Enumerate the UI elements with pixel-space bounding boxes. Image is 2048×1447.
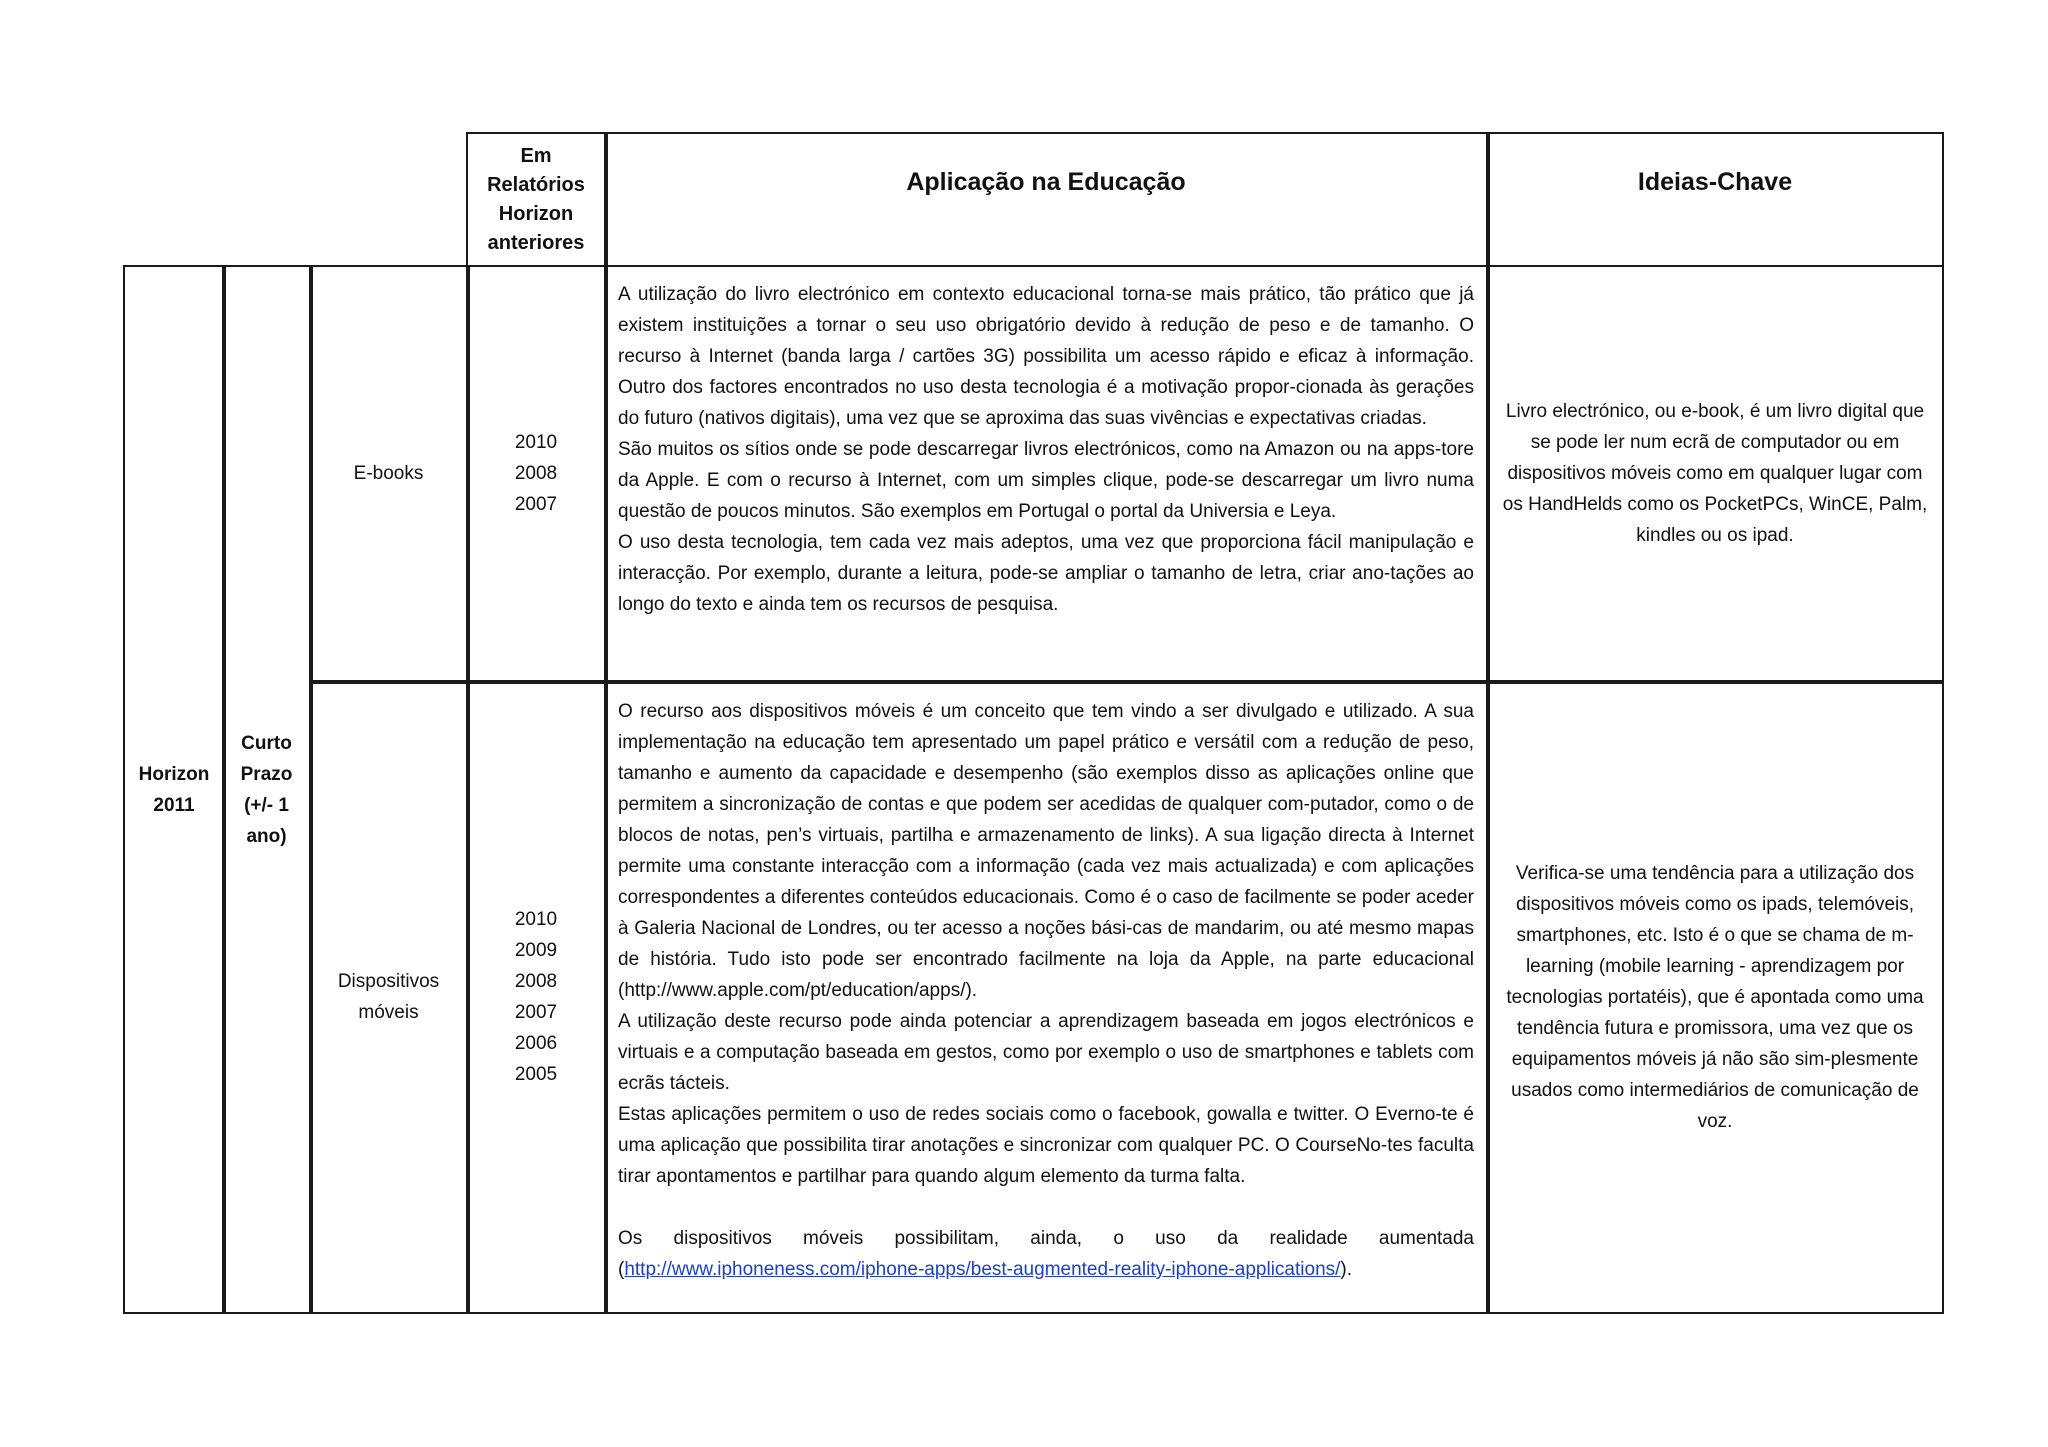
topic-mobile-devices (311, 682, 466, 1312)
application-paragraph: O recurso aos dispositivos móveis é um conceito que tem vindo a ser divulgado e utilizado. A sua implementação na educação tem apresentado um papel prático e versátil com a redução de peso, tamanho e aumento da capacidade e desempenho (são exemplos disso as aplicações online que permitem a sincronização de contas e que podem ser acedidas de qualquer com-putador, como o de blocos de notas, pen’s virtuais, partilha e armazenamento de links). A sua ligação directa à Internet permite uma constante interacção com a informação (cada vez mais actualizada) e com aplicações correspondentes a diferentes conteúdos educacionais. Como é o caso de facilmente se poder aceder à Galeria Nacional de Londres, ou ter acesso a noções bási-cas de mandarim, ou até mesmo mapas de história. Tudo isto pode ser encontrado facilmente na loja da Apple, na parte educacional (http://www.apple.com/pt/education/apps/). (618, 701, 1474, 1001)
years-ebooks (468, 267, 604, 680)
year-item: 2005 (514, 1064, 558, 1085)
report-cell (130, 267, 218, 1312)
header-previous-reports-text: Em Relatórios Horizon anteriores (487, 144, 585, 254)
year-item: 2010 (514, 909, 558, 930)
application-paragraph: A utilização deste recurso pode ainda potenciar a aprendizagem baseada em jogos electrónicos e virtuais e a computação baseada em gestos, como por exemplo o uso de smartphones e tablets com ecrãs tácteis. (618, 1011, 1474, 1094)
year-item: 2008 (514, 463, 558, 484)
key-idea-text: Verifica-se uma tendência para a utilização dos dispositivos móveis como os ipads, telemóveis, smartphones, etc. Isto é o que se chama de m-learning (mobile learning - aprendizagem por tecnologias portatéis), que é apontada como uma tendência futura e promissora, uma vez que os equipamentos móveis já não são sim-plesmente usados como intermediários de comunicação de voz. (1506, 862, 1924, 1132)
year-item: 2008 (514, 971, 558, 992)
year-item: 2007 (514, 494, 558, 515)
augmented-reality-link[interactable]: http://www.iphoneness.com/iphone-apps/best-augmented-reality-iphone-applications/ (624, 1259, 1341, 1280)
header-key-ideas (1488, 134, 1942, 230)
header-application (606, 134, 1486, 230)
years-list (515, 427, 557, 520)
application-paragraph: O uso desta tecnologia, tem cada vez mais adeptos, uma vez que proporciona fácil manipulação e interacção. Por exemplo, durante a leitura, pode-se ampliar o tamanho de letra, criar ano-tações ao longo do texto e ainda tem os recursos de pesquisa. (618, 532, 1474, 615)
key-idea-mobile-devices (1488, 682, 1942, 1312)
year-item: 2010 (514, 432, 558, 453)
header-key-ideas-text: Ideias-Chave (1637, 167, 1793, 196)
year-item: 2006 (514, 1033, 558, 1054)
year-item: 2009 (514, 940, 558, 961)
header-previous-reports (468, 134, 604, 265)
ar-prefix: Os dispositivos móveis possibilitam, ainda, o uso da realidade aumentada ( (618, 1228, 1474, 1280)
application-mobile-devices (618, 696, 1474, 1285)
horizon-label: Curto Prazo (+/- 1 ano) (240, 732, 293, 847)
paragraph-spacer (618, 1192, 1474, 1223)
application-paragraph: A utilização do livro electrónico em contexto educacional torna-se mais prático, tão prático que já existem instituições a tornar o seu uso obrigatório devido à redução de peso e de tamanho. O recurso à Internet (banda larga / cartões 3G) possibilita um acesso rápido e eficaz à informação. Outro dos factores encontrados no uso desta tecnologia é a motivação propor-cionada às gerações do futuro (nativos digitais), uma vez que se aproxima das suas vivências e expectativas criadas. (618, 284, 1474, 429)
topic-ebooks (311, 267, 466, 680)
year-item: 2007 (514, 1002, 558, 1023)
header-application-text: Aplicação na Educação (906, 167, 1186, 196)
application-paragraph: São muitos os sítios onde se pode descarregar livros electrónicos, como na Amazon ou na apps-tore da Apple. E com o recurso à Internet, com um simples clique, pode-se descarregar um livro numa questão de poucos minutos. São exemplos em Portugal o portal da Universia e Leya. (618, 439, 1474, 522)
col-divider-4 (604, 132, 608, 1314)
topic-ebooks-label: E-books (353, 463, 424, 484)
topic-mobile-devices-label: Dispositivos móveis (337, 971, 440, 1023)
years-list (515, 904, 557, 1090)
horizon-cell (226, 267, 307, 1312)
application-ebooks (618, 279, 1474, 620)
ar-suffix: ). (1340, 1259, 1353, 1280)
augmented-reality-paragraph (618, 1223, 1474, 1285)
key-idea-ebooks (1488, 267, 1942, 680)
report-label: Horizon 2011 (138, 763, 210, 816)
application-paragraph: Estas aplicações permitem o uso de redes sociais como o facebook, gowalla e twitter. O Everno-te é uma aplicação que possibilita tirar anotações e sincronizar com qualquer PC. O CourseNo-tes faculta tirar apontamentos e partilhar para quando algum elemento da turma falta. (618, 1104, 1474, 1187)
key-idea-text: Livro electrónico, ou e-book, é um livro digital que se pode ler num ecrã de computador ou em dispositivos móveis como em qualquer lugar com os HandHelds como os PocketPCs, WinCE, Palm, kindles ou os ipad. (1502, 401, 1928, 546)
years-mobile-devices (468, 682, 604, 1312)
